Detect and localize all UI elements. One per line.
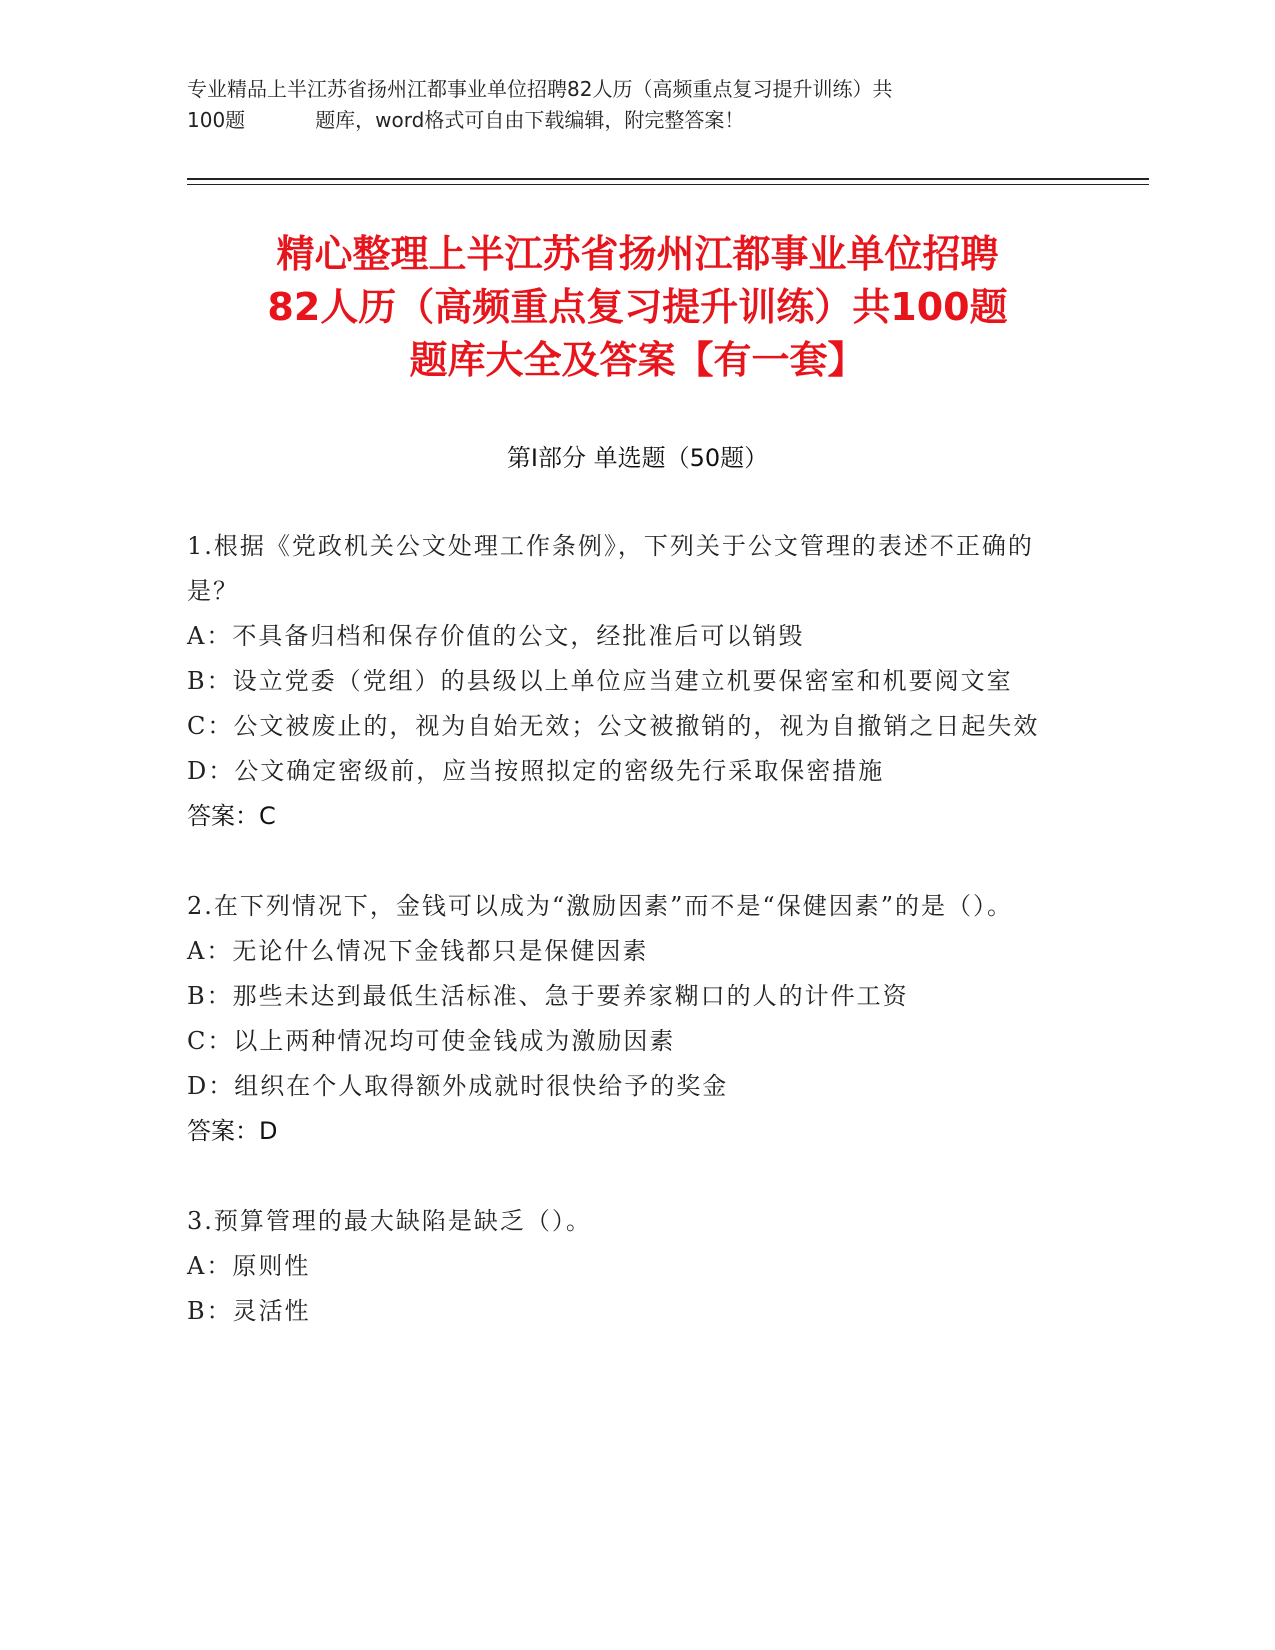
title-line-1: 精心整理上半江苏省扬州江都事业单位招聘 — [276, 232, 999, 276]
option-b: B：灵活性 — [187, 1297, 311, 1325]
option-d: D：公文确定密级前，应当按照拟定的密级先行采取保密措施 — [187, 757, 885, 785]
document-title — [140, 228, 1135, 387]
header-line-1: 专业精品上半江苏省扬州江都事业单位招聘82人历（高频重点复习提升训练）共 — [187, 77, 893, 101]
option-c: C：以上两种情况均可使金钱成为激励因素 — [187, 1027, 676, 1055]
answer: 答案：C — [187, 802, 276, 830]
option-a: A：无论什么情况下金钱都只是保健因素 — [187, 937, 649, 965]
option-b: B：那些未达到最低生活标准、急于要养家糊口的人的计件工资 — [187, 982, 909, 1010]
header-divider-thin — [187, 184, 1149, 185]
answer: 答案：D — [187, 1117, 278, 1145]
option-b: B：设立党委（党组）的县级以上单位应当建立机要保密室和机要阅文室 — [187, 667, 1013, 695]
header-format-note: 题库，word格式可自由下载编辑，附完整答案！ — [315, 108, 745, 132]
header-question-count: 100题 — [187, 108, 246, 132]
header-line-2 — [187, 105, 1087, 136]
question-list — [187, 524, 1077, 1379]
question-text: 1.根据《党政机关公文处理工作条例》，下列关于公文管理的表述不正确的是？ — [187, 532, 1034, 605]
question-2 — [187, 884, 1077, 1154]
question-text: 3.预算管理的最大缺陷是缺乏（）。 — [187, 1207, 592, 1235]
option-c: C：公文被废止的，视为自始无效；公文被撤销的，视为自撤销之日起失效 — [187, 712, 1040, 740]
option-a: A：原则性 — [187, 1252, 311, 1280]
question-1 — [187, 524, 1077, 839]
option-a: A：不具备归档和保存价值的公文，经批准后可以销毁 — [187, 622, 805, 650]
question-3 — [187, 1199, 1077, 1334]
header-divider-thick — [187, 178, 1149, 180]
document-header — [187, 74, 1087, 136]
title-line-3: 题库大全及答案【有一套】 — [409, 338, 866, 382]
question-text: 2.在下列情况下，金钱可以成为“激励因素”而不是“保健因素”的是（）。 — [187, 892, 1013, 920]
title-line-2: 82人历（高频重点复习提升训练）共100题 — [267, 285, 1008, 329]
option-d: D：组织在个人取得额外成就时很快给予的奖金 — [187, 1072, 729, 1100]
section-title: 第Ⅰ部分 单选题（50题） — [506, 444, 769, 472]
